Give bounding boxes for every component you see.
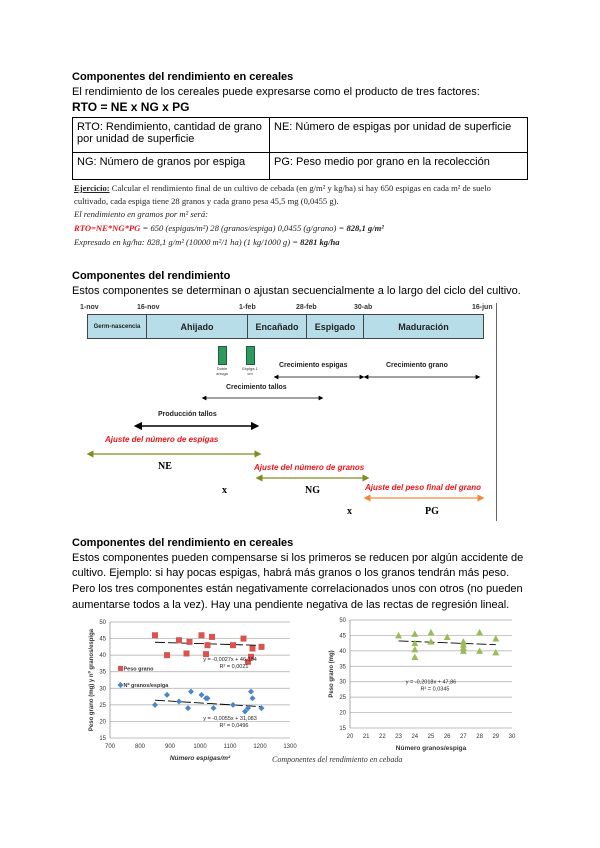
data-point	[241, 636, 247, 642]
data-point	[230, 702, 236, 708]
date-label: 30-ab	[354, 304, 373, 311]
data-point	[248, 689, 254, 695]
times-sign: x	[222, 485, 227, 496]
y-tick-label: 30	[99, 686, 106, 693]
trend-r2: R² = 0,0345	[420, 686, 450, 693]
exercise-text: = 650 (espigas/m²) 28 (granos/espiga) 0,0455 (g/grano) =	[140, 223, 347, 233]
data-point	[444, 633, 451, 640]
y-tick-label: 35	[99, 669, 106, 676]
data-point	[411, 654, 418, 661]
trend-equation: y = -0,0027x + 46,184	[203, 656, 257, 663]
y-tick-label: 50	[339, 618, 346, 624]
data-point	[211, 705, 217, 711]
process-label: Crecimiento grano	[386, 362, 448, 369]
y-tick-label: 25	[339, 695, 346, 702]
x-tick-label: 22	[379, 734, 386, 740]
y-axis-label: Peso grano (mg)	[329, 650, 335, 698]
data-point	[184, 650, 190, 656]
y-tick-label: 30	[339, 679, 346, 686]
y-tick-label: 40	[339, 648, 346, 655]
data-point	[259, 644, 265, 650]
x-tick-label: 900	[164, 744, 176, 750]
section-text: aumentarse todos a la vez). Hay una pendiente negativa de las rectas de regresión lineal.	[72, 599, 510, 611]
section-text: cultivo. Ejemplo: si hay pocas espigas, habrá más granos o los granos tendrán más peso.	[72, 567, 510, 579]
y-tick-label: 20	[339, 710, 346, 717]
trend-line	[155, 700, 262, 706]
y-tick-label: 45	[99, 636, 106, 643]
data-point	[152, 632, 158, 638]
y-tick-label: 15	[99, 736, 106, 742]
data-point	[259, 705, 265, 711]
exercise-result: 8281 kg/ha	[300, 237, 340, 247]
table-cell: NE: Número de espigas por unidad de superficie	[270, 118, 528, 153]
y-tick-label: 25	[99, 702, 106, 709]
data-point	[187, 639, 193, 645]
marker-label: Espiga 1 cm	[242, 366, 258, 376]
section-heading: Componentes del rendimiento en cereales	[72, 71, 294, 83]
section-heading: Componentes del rendimiento	[72, 270, 231, 282]
process-label: Crecimiento espigas	[279, 362, 348, 369]
data-point	[250, 695, 256, 701]
x-tick-label: 23	[395, 734, 402, 740]
data-point	[176, 699, 182, 705]
data-point	[199, 632, 205, 638]
data-point	[188, 689, 194, 695]
section-heading: Componentes del rendimiento en cereales	[72, 537, 294, 549]
data-point	[164, 692, 170, 698]
date-label: 28-feb	[296, 304, 317, 311]
trend-equation: y = -0,0055x + 31,083	[203, 715, 257, 722]
exercise-line: El rendimiento en gramos por m² será:	[74, 209, 209, 219]
data-point	[250, 646, 256, 652]
data-point	[199, 692, 205, 698]
section-text: Pero los tres componentes están negativamente correlacionados unos con otros (no pueden	[72, 583, 523, 595]
exercise-label: Ejercicio:	[74, 183, 110, 193]
y-tick-label: 35	[339, 664, 346, 671]
legend-label: Peso grano	[123, 666, 154, 673]
adjustment-label: Ajuste del número de granos	[254, 463, 365, 472]
chart-espigas	[70, 615, 310, 775]
data-point	[209, 634, 215, 640]
trend-r2: R² = 0,0496	[219, 722, 249, 729]
exercise-text: Expresado en kg/ha: 828,1 g/m² (10000 m²/1 ha) (1 kg/1000 g) =	[74, 237, 301, 247]
data-point	[205, 642, 211, 648]
x-axis-label: Número granos/espiga	[395, 745, 467, 752]
component-ne: NE	[158, 461, 172, 472]
y-tick-label: 15	[339, 726, 346, 732]
intro-text: El rendimiento de los cereales puede expresarse como el producto de tres factores:	[72, 86, 480, 98]
y-axis-label: Peso grano (mg) y nº granos/espiga	[89, 628, 95, 732]
x-axis-label: Número espigas/m²	[169, 755, 231, 762]
data-point	[152, 702, 158, 708]
data-point	[492, 649, 499, 656]
data-point	[411, 640, 418, 647]
adjustment-label: Ajuste del número de espigas	[105, 435, 219, 444]
x-tick-label: 21	[362, 734, 370, 740]
adjustment-label: Ajuste del peso final del grano	[365, 483, 482, 492]
y-tick-label: 45	[339, 633, 346, 640]
figure-caption: Componentes del rendimiento en cebada	[272, 755, 403, 764]
y-tick-label: 40	[99, 653, 106, 660]
x-tick-label: 800	[134, 744, 146, 750]
x-tick-label: 27	[460, 734, 467, 740]
process-label: Crecimiento tallos	[226, 384, 287, 391]
phase-espigado: Espigado	[306, 314, 364, 339]
section-text: Estos componentes se determinan o ajustan secuencialmente a lo largo del ciclo del cultivo.	[72, 285, 521, 297]
date-label: 16-nov	[137, 304, 160, 311]
process-label: Producción tallos	[158, 411, 217, 418]
legend-label: Nº granos/espiga	[123, 682, 169, 689]
date-label: 1-nov	[80, 304, 99, 311]
x-tick-label: 1200	[253, 744, 267, 750]
phase-maduracion: Maduración	[363, 314, 484, 339]
x-tick-label: 1100	[223, 744, 237, 750]
table-cell: NG: Número de granos por espiga	[73, 153, 270, 180]
date-label: 16-jun	[472, 304, 493, 311]
data-point	[428, 629, 435, 636]
data-point	[476, 629, 483, 636]
x-tick-label: 24	[411, 734, 419, 740]
data-point	[164, 652, 170, 658]
date-label: 1-feb	[239, 304, 256, 311]
data-point	[230, 642, 236, 648]
x-tick-label: 29	[492, 734, 500, 740]
legend-marker	[118, 666, 123, 671]
data-point	[492, 635, 499, 642]
x-tick-label: 25	[427, 734, 435, 740]
phase-ahijado: Ahijado	[146, 314, 248, 339]
trend-equation: y = -0,2018x + 47,86	[405, 679, 457, 686]
section-text: Estos componentes pueden compensarse si los primeros se reducen por algún accidente de	[72, 552, 524, 564]
phase-encanado: Encañado	[247, 314, 307, 339]
component-ng: NG	[305, 485, 320, 496]
x-tick-label: 26	[443, 734, 451, 740]
marker-label: Doble arruga	[216, 366, 228, 376]
trend-r2: R² = 0,0021	[219, 663, 249, 670]
y-tick-label: 20	[99, 719, 106, 726]
chart-granos	[310, 615, 530, 775]
phase-germinacion: Germ-nascencia	[87, 314, 147, 339]
table-cell: RTO: Rendimiento, cantidad de grano por unidad de superficie	[73, 118, 270, 153]
x-tick-label: 20	[346, 734, 354, 740]
data-point	[176, 637, 182, 643]
x-tick-label: 28	[476, 734, 483, 740]
x-tick-label: 1300	[283, 744, 297, 750]
data-point	[411, 646, 418, 653]
x-tick-label: 700	[104, 744, 116, 750]
data-point	[411, 630, 418, 637]
component-pg: PG	[425, 506, 439, 517]
exercise-result: 828,1 g/m²	[346, 223, 384, 233]
exercise-formula: RTO=NE*NG*PG	[74, 223, 141, 233]
exercise-text: Calcular el rendimiento final de un cultivo de cebada (en g/m² y kg/ha) si hay 650 espigas en cada m² de suelo	[109, 183, 491, 193]
x-tick-label: 30	[508, 734, 516, 740]
formula: RTO = NE x NG x PG	[72, 100, 190, 114]
data-point	[428, 638, 435, 645]
y-tick-label: 50	[99, 620, 106, 626]
exercise-line: cultivado, cada espiga tiene 28 granos y cada grano pesa 45,5 mg (0,0455 g).	[74, 196, 339, 206]
table-cell: PG: Peso medio por grano en la recolección	[270, 153, 528, 180]
x-tick-label: 1000	[193, 744, 207, 750]
data-point	[185, 705, 191, 711]
times-sign: x	[347, 506, 352, 517]
